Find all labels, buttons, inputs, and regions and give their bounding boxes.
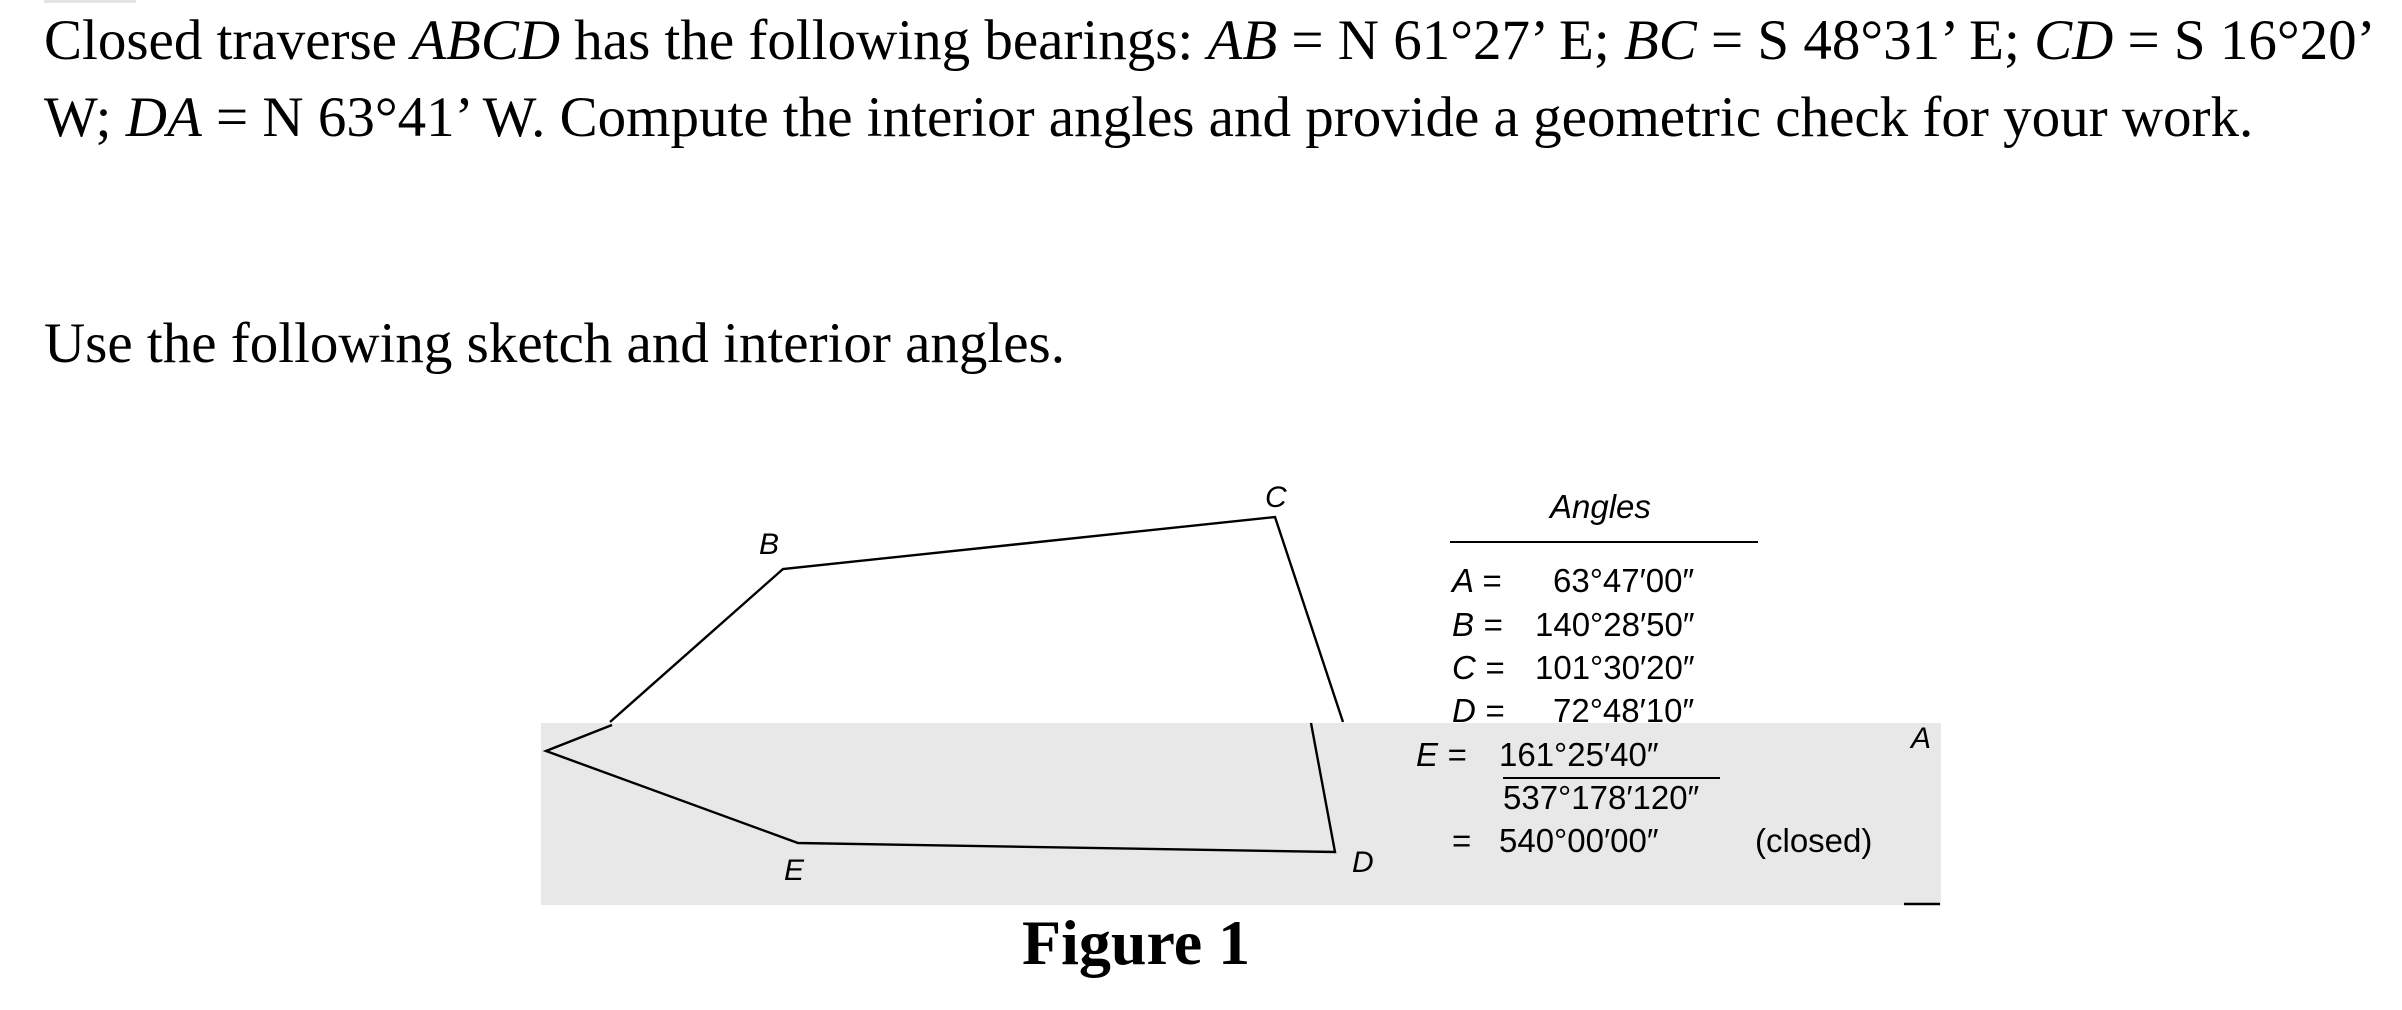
bearing-value-da: = N 63°41’ W. Compute the interior angles and provide a geometric check for your work. (201, 86, 2254, 149)
shaded-band (541, 723, 1941, 905)
angle-label: D = (1452, 692, 1505, 729)
angle-label: C = (1452, 649, 1505, 686)
vertex-label-b: B (759, 528, 780, 561)
bearing-line-ab: AB (1207, 9, 1278, 72)
angle-sum: 537°178′120″ (1503, 779, 1700, 816)
angle-value: 161°25′40″ (1499, 736, 1659, 773)
vertex-label-a: A (1911, 722, 1932, 755)
vertex-label-d: D (1352, 846, 1374, 879)
angle-row (1452, 606, 1695, 643)
traverse-name: ABCD (411, 9, 561, 72)
angle-row (1416, 736, 1659, 773)
instruction-text: Use the following sketch and interior angles. (44, 312, 1065, 375)
angle-value: 140°28′50″ (1535, 606, 1695, 643)
figure-caption: Figure 1 (1022, 907, 1251, 978)
bearing-value-cd: = S 16°20’ W; (44, 9, 2372, 149)
bearing-value-bc: = S 48°31’ E; (1696, 9, 2035, 72)
result-equals: = (1452, 822, 1472, 859)
bearing-line-cd: CD (2034, 9, 2114, 72)
bearing-value-ab: = N 61°27’ E; (1277, 9, 1624, 72)
angle-result: 540°00′00″ (1499, 822, 1659, 859)
angle-value: 72°48′10″ (1553, 692, 1695, 729)
problem-text: Closed traverse (44, 9, 412, 72)
angle-value: 63°47′00″ (1553, 562, 1695, 599)
angle-row (1452, 692, 1695, 729)
angle-row (1452, 649, 1695, 686)
traverse-upper-edges (610, 517, 1343, 722)
angle-label: E = (1416, 736, 1467, 773)
closed-note: (closed) (1755, 822, 1873, 859)
problem-text: has the following bearings: (560, 9, 1208, 72)
angle-value: 101°30′20″ (1535, 649, 1695, 686)
angle-label: A = (1452, 562, 1502, 599)
vertex-label-e: E (784, 854, 805, 887)
angles-title: Angles (1550, 488, 1651, 525)
angle-row (1450, 562, 1695, 599)
bearing-line-da: DA (125, 86, 202, 149)
angle-label: B = (1452, 606, 1503, 643)
vertex-label-c: C (1265, 481, 1287, 514)
bearing-line-bc: BC (1623, 9, 1697, 72)
